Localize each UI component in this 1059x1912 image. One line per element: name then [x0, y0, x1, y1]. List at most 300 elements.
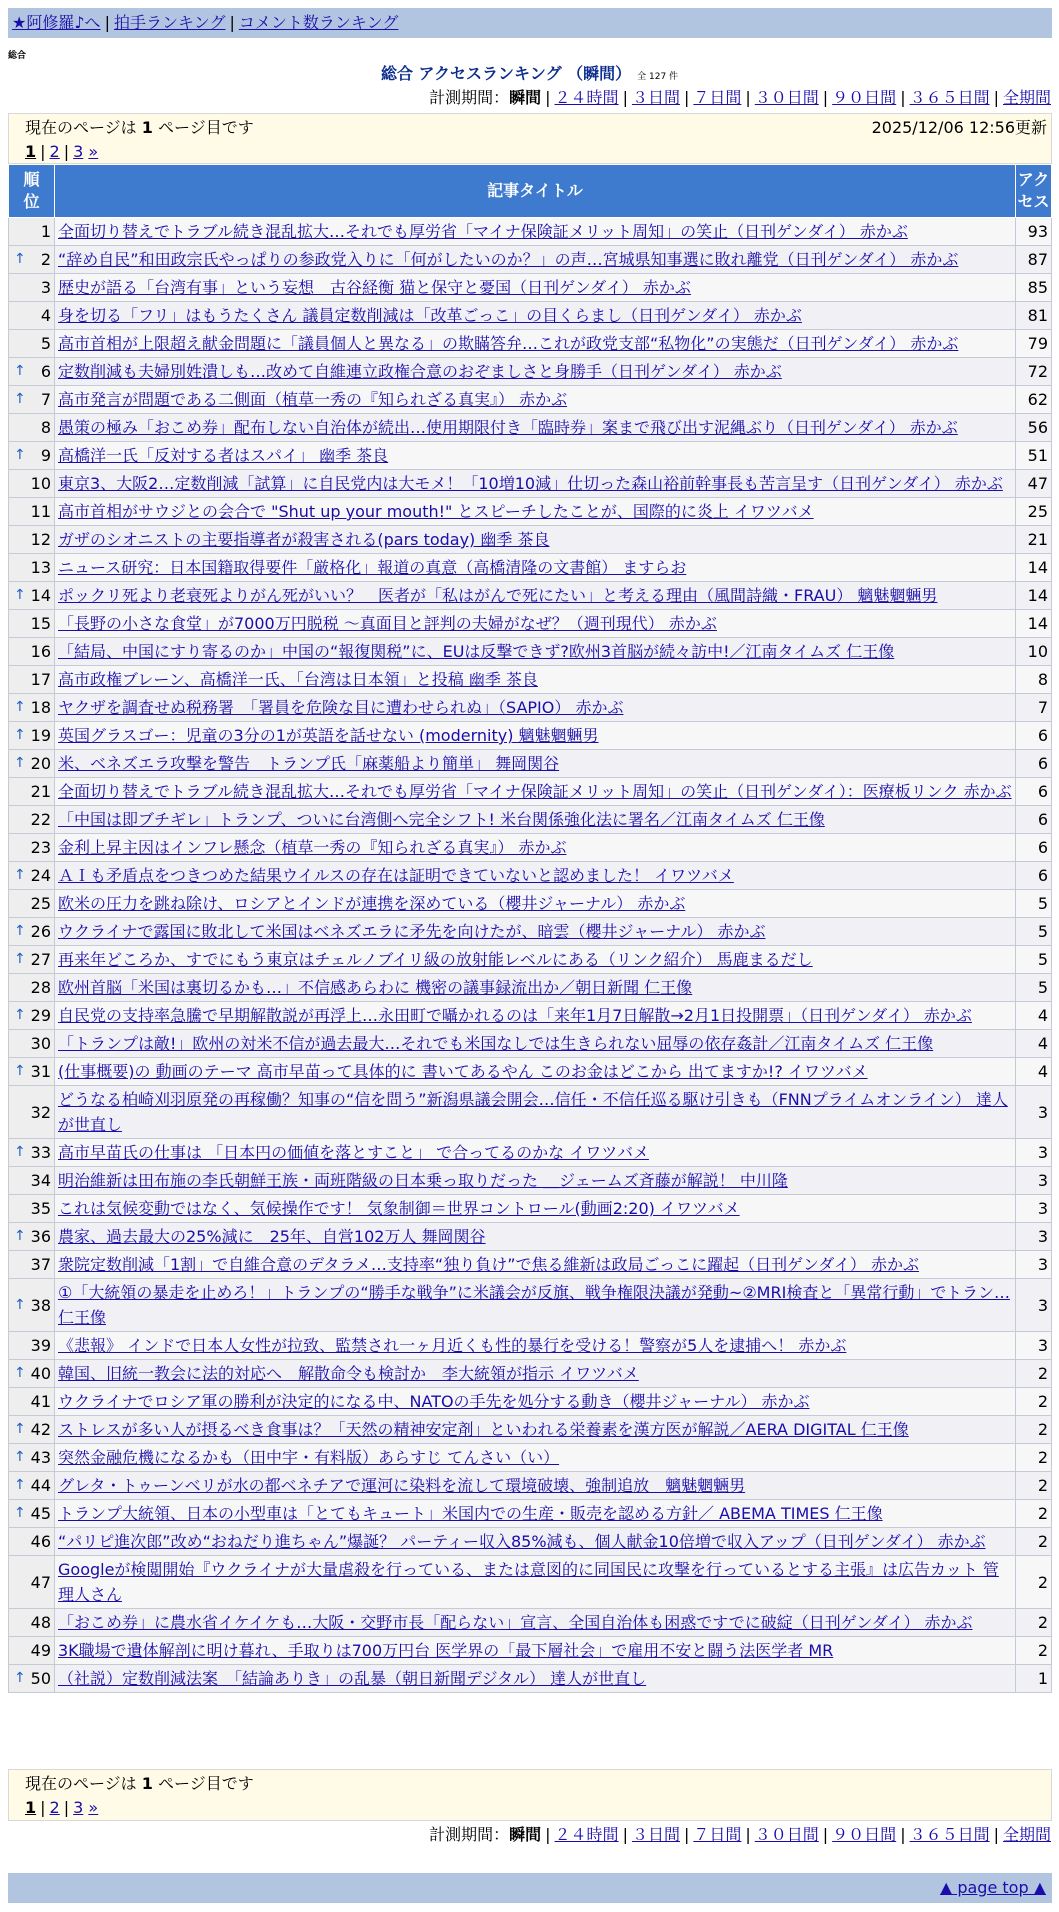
- access-count: 3: [1016, 1167, 1052, 1195]
- pager-separator: |: [40, 1798, 46, 1817]
- title-cell: [55, 1332, 1016, 1360]
- article-link[interactable]: 高市首相が上限超え献金問題に「議員個人と異なる」の欺瞞答弁…これが政党支部“私物化”の実態だ（日刊ゲンダイ） 赤かぶ: [58, 334, 959, 353]
- article-link[interactable]: 農家、過去最大の25%減に 25年、自営102万人 舞岡関谷: [58, 1227, 486, 1246]
- pager-separator: |: [63, 142, 70, 161]
- article-link[interactable]: 突然金融危機になるかも（田中宇・有料版）あらすじ てんさい（い）: [58, 1448, 560, 1467]
- rank-cell: [9, 1556, 55, 1609]
- page-link[interactable]: 2: [49, 1798, 60, 1817]
- rank-up-arrow-icon: ↑: [14, 447, 26, 463]
- article-link[interactable]: ニュース研究：日本国籍取得要件「厳格化」報道の真意（高橋清隆の文書館） ますらお: [58, 558, 687, 577]
- rank-number: 31: [30, 1062, 51, 1081]
- title-cell: [55, 638, 1016, 666]
- rank-cell: [9, 414, 55, 442]
- pager-bottom: [25, 1796, 1043, 1820]
- period-link[interactable]: ３６５日間: [909, 88, 990, 107]
- rank-cell: [9, 302, 55, 330]
- rank-number: 8: [40, 418, 51, 437]
- period-label: 計測期間：: [429, 1825, 510, 1844]
- period-link[interactable]: ３０日間: [754, 88, 819, 107]
- rank-cell: [9, 274, 55, 302]
- access-count: 3: [1016, 1279, 1052, 1332]
- period-link[interactable]: ３日間: [631, 88, 680, 107]
- rank-cell: [9, 722, 55, 750]
- rank-cell: [9, 1665, 55, 1693]
- title-cell: [55, 414, 1016, 442]
- title-cell: [55, 750, 1016, 778]
- article-link[interactable]: 英国グラスゴー：児童の3分の1が英語を話せない (modernity) 魑魅魍魎男: [58, 726, 599, 745]
- pager-separator: |: [40, 142, 46, 161]
- page-link[interactable]: 1: [25, 142, 37, 161]
- table-row: [9, 722, 1052, 750]
- rank-up-arrow-icon: ↑: [14, 1296, 26, 1313]
- period-separator: |: [993, 88, 999, 107]
- table-row: [9, 778, 1052, 806]
- page-link[interactable]: 3: [73, 142, 84, 161]
- article-link[interactable]: Googleが検閲開始『ウクライナが大量虐殺を行っている、または意図的に同国民に攻撃を行っているとする主張』は広告カット 管理人さん: [58, 1560, 999, 1604]
- title-cell: [55, 246, 1016, 274]
- title-cell: [55, 470, 1016, 498]
- article-link[interactable]: 欧州首脳「米国は裏切るかも…」不信感あらわに 機密の議事録流出か／朝日新聞 仁王像: [58, 978, 693, 997]
- rank-header: 順位: [9, 165, 55, 218]
- table-row: [9, 1665, 1052, 1693]
- access-count: 2: [1016, 1556, 1052, 1609]
- title-cell: [55, 778, 1016, 806]
- article-link[interactable]: ウクライナで露国に敗北して米国はベネズエラに矛先を向けたが、暗雲（櫻井ジャーナル） 赤かぶ: [58, 922, 766, 941]
- title-cell: [55, 1360, 1016, 1388]
- article-link[interactable]: ウクライナでロシア軍の勝利が決定的になる中、NATOの手先を処分する動き（櫻井ジャーナル） 赤かぶ: [58, 1392, 810, 1411]
- article-link[interactable]: 東京3、大阪2…定数削減「試算」に自民党内は大モメ！「10増10減」仕切った森山裕前幹事長も苦言呈す（日刊ゲンダイ） 赤かぶ: [58, 474, 1003, 493]
- rank-up-arrow-icon: ↑: [14, 1670, 26, 1686]
- page-link[interactable]: 3: [73, 1798, 84, 1817]
- rank-number: 15: [30, 614, 51, 633]
- page-link[interactable]: 1: [25, 1798, 37, 1817]
- access-count: 2: [1016, 1444, 1052, 1472]
- rank-number: 44: [30, 1476, 51, 1495]
- rank-cell: [9, 358, 55, 386]
- table-row: [9, 1002, 1052, 1030]
- rank-number: 37: [30, 1255, 51, 1274]
- period-current: 瞬間: [509, 1825, 542, 1844]
- title-cell: [55, 1086, 1016, 1139]
- period-separator: |: [822, 1825, 829, 1844]
- rank-up-arrow-icon: ↑: [14, 1421, 26, 1437]
- article-link[interactable]: 米、ベネズエラ攻撃を警告 トランプ氏「麻薬船より簡単」 舞岡関谷: [58, 754, 560, 773]
- rank-number: 41: [30, 1392, 51, 1411]
- table-row: [9, 834, 1052, 862]
- title-cell: [55, 862, 1016, 890]
- article-link[interactable]: 3K職場で遺体解剖に明け暮れ、手取りは700万円台 医学界の「最下層社会」で雇用不安と闘う法医学者 MR: [58, 1641, 834, 1660]
- access-count: 3: [1016, 1139, 1052, 1167]
- rank-cell: [9, 554, 55, 582]
- rank-cell: [9, 918, 55, 946]
- rank-number: 21: [30, 782, 51, 801]
- access-count: 79: [1016, 330, 1052, 358]
- article-link[interactable]: 「おこめ券」に農水省イケイケも…大阪・交野市長「配らない」宣言、全国自治体も困惑ですでに破綻（日刊ゲンダイ） 赤かぶ: [58, 1613, 973, 1632]
- rank-cell: [9, 862, 55, 890]
- clap-ranking-link[interactable]: 拍手ランキング: [113, 13, 226, 32]
- rank-cell: [9, 1223, 55, 1251]
- rank-cell: [9, 1195, 55, 1223]
- rank-cell: [9, 1332, 55, 1360]
- period-link[interactable]: ３０日間: [754, 1825, 819, 1844]
- access-count: 3: [1016, 1195, 1052, 1223]
- rank-cell: [9, 806, 55, 834]
- article-link[interactable]: 再来年どころか、すでにもう東京はチェルノブイリ級の放射能レベルにある（リンク紹介） 馬鹿まるだし: [58, 950, 813, 969]
- rank-number: 50: [30, 1669, 51, 1688]
- rank-number: 11: [30, 502, 51, 521]
- rank-cell: [9, 1416, 55, 1444]
- table-row: [9, 610, 1052, 638]
- access-count: 51: [1016, 442, 1052, 470]
- access-count: 3: [1016, 1223, 1052, 1251]
- table-row: [9, 862, 1052, 890]
- access-count: 3: [1016, 1086, 1052, 1139]
- rank-number: 5: [40, 334, 51, 353]
- access-count: 6: [1016, 750, 1052, 778]
- access-count: 21: [1016, 526, 1052, 554]
- article-link[interactable]: 金利上昇主因はインフレ懸念（植草一秀の『知られざる真実』） 赤かぶ: [58, 838, 567, 857]
- rank-up-arrow-icon: ↑: [14, 1477, 26, 1493]
- rank-up-arrow-icon: ↑: [14, 951, 26, 967]
- home-link[interactable]: ★阿修羅♪へ: [12, 13, 101, 32]
- access-count: 72: [1016, 358, 1052, 386]
- page-status: 現在のページは 1 ページ目です: [25, 1774, 254, 1793]
- rank-cell: [9, 694, 55, 722]
- article-link[interactable]: 定数削減も夫婦別姓潰しも…改めて自維連立政権合意のおぞましさと身勝手（日刊ゲンダイ） 赤かぶ: [58, 362, 782, 381]
- table-row: [9, 1086, 1052, 1139]
- page-link[interactable]: 2: [49, 142, 60, 161]
- table-header-row: [9, 165, 1052, 218]
- article-link[interactable]: ガザのシオニストの主要指導者が殺害される(pars today) 幽季 茶良: [58, 530, 550, 549]
- period-separator: |: [900, 1825, 906, 1844]
- article-link[interactable]: ポックリ死より老衰死よりがん死がいい？ 医者が「私はがんで死にたい」と考える理由（風間詩織・FRAU） 魑魅魍魎男: [58, 586, 938, 605]
- title-cell: [55, 554, 1016, 582]
- title-cell: [55, 1528, 1016, 1556]
- table-row: [9, 1444, 1052, 1472]
- access-count: 2: [1016, 1416, 1052, 1444]
- rank-cell: [9, 1002, 55, 1030]
- rank-cell: [9, 246, 55, 274]
- title-cell: [55, 1416, 1016, 1444]
- title-cell: [55, 1030, 1016, 1058]
- article-link[interactable]: ＡＩも矛盾点をつきつめた結果ウイルスの存在は証明できていないと認めました！ イワツバメ: [58, 866, 734, 885]
- table-row: [9, 1637, 1052, 1665]
- footer-bar: [8, 1873, 1052, 1903]
- table-row: [9, 1195, 1052, 1223]
- table-row: [9, 1360, 1052, 1388]
- rank-up-arrow-icon: ↑: [14, 727, 26, 743]
- period-link[interactable]: ９０日間: [832, 88, 897, 107]
- updated-time: 2025/12/06 12:56更新: [871, 118, 1047, 137]
- rank-up-arrow-icon: ↑: [14, 923, 26, 939]
- comment-ranking-link[interactable]: コメント数ランキング: [238, 13, 399, 32]
- article-link[interactable]: 韓国、旧統一教会に法的対応へ 解散命令も検討か 李大統領が指示 イワツバメ: [58, 1364, 639, 1383]
- rank-cell: [9, 1472, 55, 1500]
- access-count: 87: [1016, 246, 1052, 274]
- access-count: 6: [1016, 862, 1052, 890]
- rank-up-arrow-icon: ↑: [14, 867, 26, 883]
- table-row: [9, 806, 1052, 834]
- rank-number: 16: [30, 642, 51, 661]
- rank-up-arrow-icon: ↑: [14, 391, 26, 407]
- ranking-title: [0, 63, 1059, 88]
- rank-number: 10: [30, 474, 51, 493]
- rank-number: 4: [40, 306, 51, 325]
- article-link[interactable]: 欧米の圧力を跳ね除け、ロシアとインドが連携を深めている（櫻井ジャーナル） 赤かぶ: [58, 894, 686, 913]
- rank-number: 1: [40, 222, 51, 241]
- next-page-link[interactable]: »: [88, 142, 99, 161]
- period-link[interactable]: ２４時間: [554, 1825, 619, 1844]
- article-link[interactable]: ヤクザを調査せぬ税務署 「署員を危険な目に遭わせられぬ」（SAPIO） 赤かぶ: [58, 698, 624, 717]
- access-count: 8: [1016, 666, 1052, 694]
- access-count: 5: [1016, 974, 1052, 1002]
- article-link[interactable]: ストレスが多い人が摂るべき食事は？「天然の精神安定剤」といわれる栄養素を漢方医が解説／AERA DIGITAL 仁王像: [58, 1420, 909, 1439]
- article-link[interactable]: 《悲報》 インドで日本人女性が拉致、監禁され一ヶ月近くも性的暴行を受ける！警察が5人を逮捕へ！ 赤かぶ: [58, 1336, 847, 1355]
- rank-up-arrow-icon: ↑: [14, 1228, 26, 1244]
- rank-up-arrow-icon: ↑: [14, 1449, 26, 1465]
- period-link[interactable]: 全期間: [1002, 1825, 1051, 1844]
- table-row: [9, 470, 1052, 498]
- access-header: アクセス: [1016, 165, 1052, 218]
- table-row: [9, 694, 1052, 722]
- table-row: [9, 1416, 1052, 1444]
- title-cell: [55, 890, 1016, 918]
- access-count: 47: [1016, 470, 1052, 498]
- access-count: 14: [1016, 610, 1052, 638]
- rank-cell: [9, 1609, 55, 1637]
- rank-number: 29: [30, 1006, 51, 1025]
- title-cell: [55, 1388, 1016, 1416]
- table-row: [9, 974, 1052, 1002]
- pager-separator: |: [63, 1798, 70, 1817]
- article-link[interactable]: （社説）定数削減法案 「結論ありき」の乱暴（朝日新聞デジタル） 達人が世直し: [58, 1669, 647, 1688]
- period-separator: |: [745, 1825, 751, 1844]
- rank-number: 2: [40, 250, 51, 269]
- article-link[interactable]: ①「大統領の暴走を止めろ！」トランプの“勝手な戦争”に米議会が反旗、戦争権限決議が発動~②MRI検査と「異常行動」でトラン… 仁王像: [58, 1283, 1010, 1327]
- article-link[interactable]: (仕事概要)の 動画のテーマ 高市早苗って具体的に 書いてあるやん このお金はどこから 出てますか!? イワツバメ: [58, 1062, 868, 1081]
- rank-number: 28: [30, 978, 51, 997]
- period-link[interactable]: ７日間: [693, 88, 742, 107]
- page-info-top: [8, 113, 1052, 164]
- article-link[interactable]: 明治維新は田布施の李氏朝鮮王族・両班階級の日本乗っ取りだった ＿ジェームズ斉藤が解説！ 中川隆: [58, 1171, 788, 1190]
- title-cell: [55, 582, 1016, 610]
- table-row: [9, 918, 1052, 946]
- article-link[interactable]: 高市発言が問題である二側面（植草一秀の『知られざる真実』） 赤かぶ: [58, 390, 568, 409]
- ranking-title-text: 総合 アクセスランキング （瞬間）: [380, 64, 632, 83]
- period-link[interactable]: ３６５日間: [909, 1825, 990, 1844]
- article-link[interactable]: 愚策の極み「おこめ券」配布しない自治体が続出…使用期限付き「臨時券」案まで飛び出す泥縄ぶり（日刊ゲンダイ） 赤かぶ: [58, 418, 958, 437]
- period-link[interactable]: ２４時間: [554, 88, 619, 107]
- article-link[interactable]: 高市首相がサウジとの会合で "Shut up your mouth!" とスピーチしたことが、国際的に炎上 イワツバメ: [58, 502, 814, 521]
- table-row: [9, 890, 1052, 918]
- access-count: 2: [1016, 1472, 1052, 1500]
- ranking-table: [8, 164, 1052, 1693]
- period-separator: |: [993, 1825, 999, 1844]
- rank-cell: [9, 1388, 55, 1416]
- access-count: 4: [1016, 1058, 1052, 1086]
- access-count: 5: [1016, 890, 1052, 918]
- rank-cell: [9, 1360, 55, 1388]
- page-info-bottom: [8, 1769, 1052, 1821]
- period-current: 瞬間: [509, 88, 542, 107]
- title-header: 記事タイトル: [55, 165, 1016, 218]
- access-count: 3: [1016, 1251, 1052, 1279]
- rank-cell: [9, 750, 55, 778]
- table-row: [9, 302, 1052, 330]
- rank-number: 12: [30, 530, 51, 549]
- access-count: 14: [1016, 582, 1052, 610]
- article-link[interactable]: 衆院定数削減「1割」で自維合意のデタラメ…支持率“独り負け”で焦る維新は政局ごっこに躍起（日刊ゲンダイ） 赤かぶ: [58, 1255, 919, 1274]
- rank-up-arrow-icon: ↑: [14, 755, 26, 771]
- title-cell: [55, 610, 1016, 638]
- access-count: 62: [1016, 386, 1052, 414]
- rank-number: 38: [30, 1295, 51, 1315]
- rank-cell: [9, 582, 55, 610]
- access-count: 5: [1016, 918, 1052, 946]
- title-cell: [55, 1195, 1016, 1223]
- rank-cell: [9, 330, 55, 358]
- title-cell: [55, 358, 1016, 386]
- article-link[interactable]: グレタ・トゥーンベリが水の都ベネチアで運河に染料を流して環境破壊、強制追放 魑魅魍魎男: [58, 1476, 746, 1495]
- rank-number: 39: [30, 1336, 51, 1355]
- title-cell: [55, 218, 1016, 246]
- rank-up-arrow-icon: ↑: [14, 1505, 26, 1521]
- access-count: 3: [1016, 1332, 1052, 1360]
- rank-up-arrow-icon: ↑: [14, 1365, 26, 1381]
- article-link[interactable]: 「中国は即ブチギレ」トランプ、ついに台湾側へ完全シフト! 米台関係強化法に署名／江南タイムズ 仁王像: [58, 810, 825, 829]
- rank-number: 47: [30, 1572, 51, 1592]
- page-top-link[interactable]: ▲ page top ▲: [939, 1878, 1046, 1897]
- access-count: 2: [1016, 1637, 1052, 1665]
- table-row: [9, 1332, 1052, 1360]
- rank-number: 6: [40, 362, 51, 381]
- rank-cell: [9, 834, 55, 862]
- period-separator: |: [622, 88, 628, 107]
- rank-number: 45: [30, 1504, 51, 1523]
- rank-number: 48: [30, 1613, 51, 1632]
- article-link[interactable]: トランプ大統領、日本の小型車は「とてもキュート」米国内での生産・販売を認める方針／ ABEMA TIMES 仁王像: [58, 1504, 883, 1523]
- table-row: [9, 666, 1052, 694]
- table-row: [9, 442, 1052, 470]
- access-count: 2: [1016, 1388, 1052, 1416]
- article-link[interactable]: 「長野の小さな食堂」が7000万円脱税 ～真面目と評判の夫婦がなぜ？（週刊現代） 赤かぶ: [58, 614, 717, 633]
- table-row: [9, 946, 1052, 974]
- rank-number: 42: [30, 1420, 51, 1439]
- rank-cell: [9, 1251, 55, 1279]
- pager-top: [25, 140, 1043, 164]
- title-cell: [55, 834, 1016, 862]
- rank-cell: [9, 946, 55, 974]
- article-link[interactable]: 全面切り替えでトラブル続き混乱拡大…それでも厚労省「マイナ保険証メリット周知」の笑止（日刊ゲンダイ） 赤かぶ: [58, 222, 908, 241]
- access-count: 10: [1016, 638, 1052, 666]
- article-link[interactable]: 「結局、中国にすり寄るのか」中国の“報復関税”に、EUは反撃できず?欧州3首脳が続々訪中!／江南タイムズ 仁王像: [58, 642, 895, 661]
- period-link[interactable]: ７日間: [693, 1825, 742, 1844]
- rank-number: 36: [30, 1227, 51, 1246]
- article-link[interactable]: “パリピ進次郎”改め“おねだり進ちゃん”爆誕？ パーティー収入85%減も、個人献金10倍増で収入アップ（日刊ゲンダイ） 赤かぶ: [58, 1532, 986, 1551]
- rank-number: 17: [30, 670, 51, 689]
- rank-cell: [9, 1086, 55, 1139]
- rank-number: 20: [30, 754, 51, 773]
- table-row: [9, 358, 1052, 386]
- table-row: [9, 1139, 1052, 1167]
- title-cell: [55, 498, 1016, 526]
- title-cell: [55, 1002, 1016, 1030]
- title-cell: [55, 1251, 1016, 1279]
- period-link[interactable]: ９０日間: [832, 1825, 897, 1844]
- rank-cell: [9, 638, 55, 666]
- rank-number: 19: [30, 726, 51, 745]
- article-link[interactable]: 身を切る「フリ」はもうたくさん 議員定数削減は「改革ごっこ」の目くらまし（日刊ゲンダイ） 赤かぶ: [58, 306, 802, 325]
- table-row: [9, 1528, 1052, 1556]
- article-link[interactable]: どうなる柏崎刈羽原発の再稼働？知事の“信を問う”新潟県議会開会…信任・不信任巡る駆け引きも（FNNプライムオンライン） 達人が世直し: [58, 1090, 1008, 1134]
- access-count: 2: [1016, 1360, 1052, 1388]
- article-link[interactable]: 全面切り替えでトラブル続き混乱拡大…それでも厚労省「マイナ保険証メリット周知」の笑止（日刊ゲンダイ）：医療板リンク 赤かぶ: [58, 782, 1012, 801]
- rank-up-arrow-icon: ↑: [14, 587, 26, 603]
- rank-cell: [9, 1500, 55, 1528]
- rank-number: 33: [30, 1143, 51, 1162]
- access-count: 93: [1016, 218, 1052, 246]
- period-separator: |: [545, 88, 551, 107]
- top-nav-bar: [8, 8, 1052, 38]
- rank-cell: [9, 1528, 55, 1556]
- article-link[interactable]: 歴史が語る「台湾有事」という妄想 古谷経衡 猫と保守と憂国（日刊ゲンダイ） 赤かぶ: [58, 278, 691, 297]
- title-cell: [55, 806, 1016, 834]
- rank-number: 26: [30, 922, 51, 941]
- access-count: 81: [1016, 302, 1052, 330]
- item-count: 全 127 件: [637, 72, 679, 82]
- rank-cell: [9, 526, 55, 554]
- title-cell: [55, 1556, 1016, 1609]
- title-cell: [55, 946, 1016, 974]
- rank-cell: [9, 974, 55, 1002]
- rank-cell: [9, 498, 55, 526]
- article-link[interactable]: 高市早苗氏の仕事は 「日本円の価値を落とすこと」 で合ってるのかな イワツバメ: [58, 1143, 649, 1162]
- access-count: 6: [1016, 806, 1052, 834]
- title-cell: [55, 526, 1016, 554]
- table-row: [9, 1167, 1052, 1195]
- rank-number: 46: [30, 1532, 51, 1551]
- article-link[interactable]: これは気候変動ではなく、気候操作です！ 気象制御＝世界コントロール(動画2:20) イワツバメ: [58, 1199, 740, 1218]
- rank-number: 7: [40, 390, 51, 409]
- rank-cell: [9, 1167, 55, 1195]
- table-row: [9, 414, 1052, 442]
- nav-separator: |: [229, 13, 235, 32]
- period-link[interactable]: ３日間: [631, 1825, 680, 1844]
- next-page-link[interactable]: »: [88, 1798, 99, 1817]
- rank-number: 24: [30, 866, 51, 885]
- rank-number: 23: [30, 838, 51, 857]
- rank-number: 35: [30, 1199, 51, 1218]
- title-cell: [55, 918, 1016, 946]
- rank-cell: [9, 778, 55, 806]
- article-link[interactable]: “辞め自民”和田政宗氏やっぱりの参政党入りに「何がしたいのか？」の声…宮城県知事選に敗れ離党（日刊ゲンダイ） 赤かぶ: [58, 250, 959, 269]
- period-link[interactable]: 全期間: [1002, 88, 1051, 107]
- article-link[interactable]: 高市政権ブレーン、高橋洋一氏、「台湾は日本領」と投稿 幽季 茶良: [58, 670, 538, 689]
- article-link[interactable]: 高橋洋一氏「反対する者はスパイ」 幽季 茶良: [58, 446, 389, 465]
- table-row: [9, 1058, 1052, 1086]
- current-page-number: 1: [141, 118, 153, 137]
- article-link[interactable]: 「トランプは敵!」欧州の対米不信が過去最大…それでも米国なしでは生きられない屈辱の依存姦計／江南タイムズ 仁王像: [58, 1034, 934, 1053]
- access-count: 6: [1016, 778, 1052, 806]
- title-cell: [55, 1665, 1016, 1693]
- article-link[interactable]: 自民党の支持率急騰で早期解散説が再浮上…永田町で囁かれるのは「来年1月7日解散→2月1日投開票」（日刊ゲンダイ） 赤かぶ: [58, 1006, 972, 1025]
- rank-number: 9: [40, 446, 51, 465]
- access-count: 14: [1016, 554, 1052, 582]
- access-count: 1: [1016, 1665, 1052, 1693]
- rank-cell: [9, 386, 55, 414]
- table-row: [9, 1030, 1052, 1058]
- nav-separator: |: [104, 13, 110, 32]
